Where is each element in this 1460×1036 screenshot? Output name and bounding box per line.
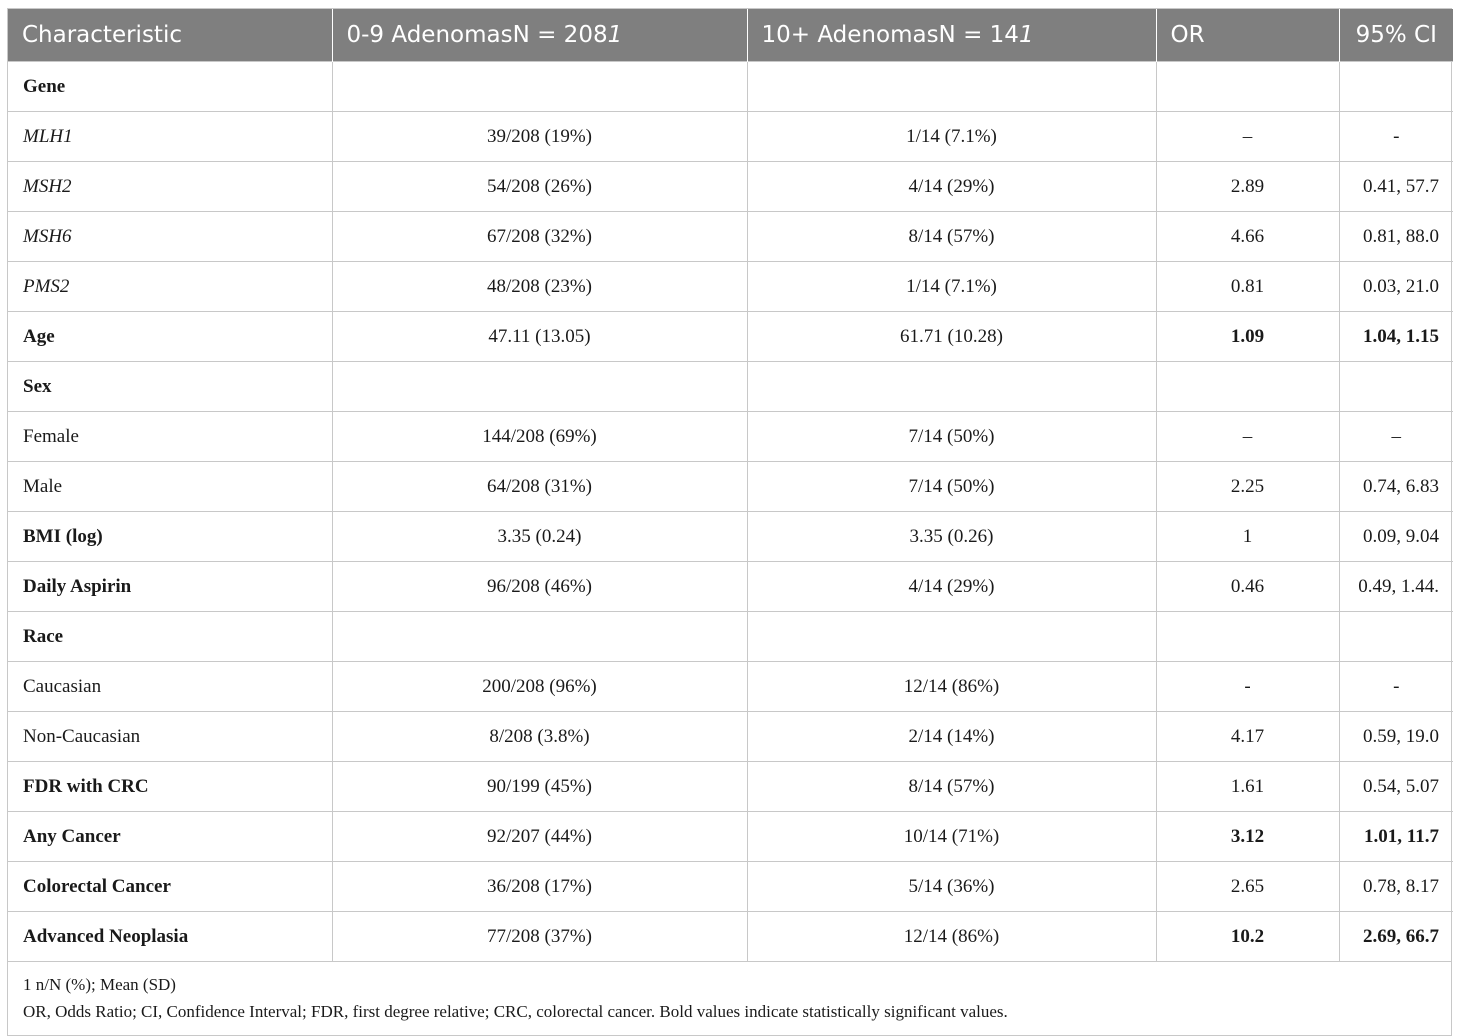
row-label: Caucasian: [8, 662, 332, 712]
table-row: [8, 412, 1453, 462]
header-characteristic: Characteristic: [8, 9, 332, 62]
row-label: FDR with CRC: [8, 762, 332, 812]
cell-or: 0.46: [1156, 562, 1339, 612]
table-row: [8, 562, 1453, 612]
cell-group-10plus: 4/14 (29%): [747, 562, 1156, 612]
cell-group-10plus: 12/14 (86%): [747, 662, 1156, 712]
cell-or: 2.89: [1156, 162, 1339, 212]
cell-or: [1156, 62, 1339, 112]
cell-group-10plus: 4/14 (29%): [747, 162, 1156, 212]
cell-ci: 0.59, 19.0: [1339, 712, 1453, 762]
table-row: [8, 612, 1453, 662]
row-label: Race: [8, 612, 332, 662]
table-header-row: [8, 9, 1453, 62]
cell-ci: 0.54, 5.07: [1339, 762, 1453, 812]
cell-ci: 0.03, 21.0: [1339, 262, 1453, 312]
row-label: Male: [8, 462, 332, 512]
row-label: BMI (log): [8, 512, 332, 562]
row-label: PMS2: [8, 262, 332, 312]
row-label: MLH1: [8, 112, 332, 162]
table-row: [8, 212, 1453, 262]
cell-group-10plus: 61.71 (10.28): [747, 312, 1156, 362]
table-row: [8, 162, 1453, 212]
cell-group-0-9: 144/208 (69%): [332, 412, 747, 462]
cell-group-0-9: 39/208 (19%): [332, 112, 747, 162]
row-label: Age: [8, 312, 332, 362]
header-group-10plus: 10+ AdenomasN = 141: [747, 9, 1156, 62]
cell-group-10plus: 12/14 (86%): [747, 912, 1156, 962]
cell-group-0-9: 3.35 (0.24): [332, 512, 747, 562]
cell-ci: 0.81, 88.0: [1339, 212, 1453, 262]
cell-group-0-9: [332, 362, 747, 412]
cell-group-10plus: [747, 362, 1156, 412]
row-label: Sex: [8, 362, 332, 412]
cell-ci: 0.41, 57.7: [1339, 162, 1453, 212]
header-ci: 95% CI: [1339, 9, 1453, 62]
row-label: Gene: [8, 62, 332, 112]
row-label: MSH6: [8, 212, 332, 262]
cell-group-0-9: 92/207 (44%): [332, 812, 747, 862]
cell-group-0-9: 64/208 (31%): [332, 462, 747, 512]
cell-group-10plus: 5/14 (36%): [747, 862, 1156, 912]
cell-or: –: [1156, 412, 1339, 462]
cell-group-10plus: 8/14 (57%): [747, 212, 1156, 262]
footnote-2: OR, Odds Ratio; CI, Confidence Interval; FDR, first degree relative; CRC, colorectal cancer. Bold values indicate statistically significant values.: [23, 1002, 1008, 1021]
cell-or: 4.17: [1156, 712, 1339, 762]
cell-ci: –: [1339, 412, 1453, 462]
cell-group-0-9: 48/208 (23%): [332, 262, 747, 312]
cell-group-0-9: [332, 612, 747, 662]
row-label: Female: [8, 412, 332, 462]
cell-group-10plus: 8/14 (57%): [747, 762, 1156, 812]
table-row: [8, 362, 1453, 412]
header-or: OR: [1156, 9, 1339, 62]
table-row: [8, 262, 1453, 312]
row-label: Daily Aspirin: [8, 562, 332, 612]
cell-or: –: [1156, 112, 1339, 162]
cell-ci: -: [1339, 662, 1453, 712]
cell-or: [1156, 612, 1339, 662]
cell-ci: [1339, 362, 1453, 412]
row-label: MSH2: [8, 162, 332, 212]
cell-or: 1: [1156, 512, 1339, 562]
results-table-container: [7, 8, 1452, 1036]
table-row: [8, 512, 1453, 562]
cell-ci: [1339, 62, 1453, 112]
cell-ci: 2.69, 66.7: [1339, 912, 1453, 962]
cell-or: [1156, 362, 1339, 412]
table-row: [8, 312, 1453, 362]
table-row: [8, 812, 1453, 862]
table-row: [8, 62, 1453, 112]
cell-group-0-9: 90/199 (45%): [332, 762, 747, 812]
row-label: Non-Caucasian: [8, 712, 332, 762]
cell-or: 1.61: [1156, 762, 1339, 812]
table-row: [8, 862, 1453, 912]
row-label: Any Cancer: [8, 812, 332, 862]
header-group-0-9: 0-9 AdenomasN = 2081: [332, 9, 747, 62]
cell-group-10plus: 10/14 (71%): [747, 812, 1156, 862]
cell-or: -: [1156, 662, 1339, 712]
cell-group-0-9: 200/208 (96%): [332, 662, 747, 712]
cell-group-0-9: 36/208 (17%): [332, 862, 747, 912]
cell-group-10plus: 3.35 (0.26): [747, 512, 1156, 562]
cell-or: 1.09: [1156, 312, 1339, 362]
cell-group-10plus: 7/14 (50%): [747, 412, 1156, 462]
cell-group-0-9: 77/208 (37%): [332, 912, 747, 962]
cell-ci: 0.74, 6.83: [1339, 462, 1453, 512]
cell-or: 4.66: [1156, 212, 1339, 262]
cell-group-0-9: 67/208 (32%): [332, 212, 747, 262]
cell-group-10plus: [747, 612, 1156, 662]
cell-group-0-9: 96/208 (46%): [332, 562, 747, 612]
row-label: Advanced Neoplasia: [8, 912, 332, 962]
cell-group-10plus: [747, 62, 1156, 112]
table-row: [8, 912, 1453, 962]
cell-group-10plus: 2/14 (14%): [747, 712, 1156, 762]
cell-ci: 1.01, 11.7: [1339, 812, 1453, 862]
cell-ci: -: [1339, 112, 1453, 162]
cell-or: 3.12: [1156, 812, 1339, 862]
cell-group-0-9: 8/208 (3.8%): [332, 712, 747, 762]
cell-group-10plus: 1/14 (7.1%): [747, 262, 1156, 312]
table-row: [8, 112, 1453, 162]
cell-group-10plus: 1/14 (7.1%): [747, 112, 1156, 162]
table-row: [8, 462, 1453, 512]
results-table: [8, 9, 1453, 961]
cell-group-0-9: 47.11 (13.05): [332, 312, 747, 362]
cell-group-0-9: 54/208 (26%): [332, 162, 747, 212]
table-row: [8, 762, 1453, 812]
cell-ci: 0.09, 9.04: [1339, 512, 1453, 562]
cell-or: 10.2: [1156, 912, 1339, 962]
cell-or: 2.65: [1156, 862, 1339, 912]
cell-ci: 1.04, 1.15: [1339, 312, 1453, 362]
cell-ci: [1339, 612, 1453, 662]
cell-group-0-9: [332, 62, 747, 112]
table-row: [8, 662, 1453, 712]
cell-or: 2.25: [1156, 462, 1339, 512]
cell-group-10plus: 7/14 (50%): [747, 462, 1156, 512]
footnote-1: 1 n/N (%); Mean (SD): [23, 975, 176, 994]
table-row: [8, 712, 1453, 762]
table-footnotes: [8, 961, 1451, 1035]
row-label: Colorectal Cancer: [8, 862, 332, 912]
cell-or: 0.81: [1156, 262, 1339, 312]
cell-ci: 0.78, 8.17: [1339, 862, 1453, 912]
cell-ci: 0.49, 1.44.: [1339, 562, 1453, 612]
